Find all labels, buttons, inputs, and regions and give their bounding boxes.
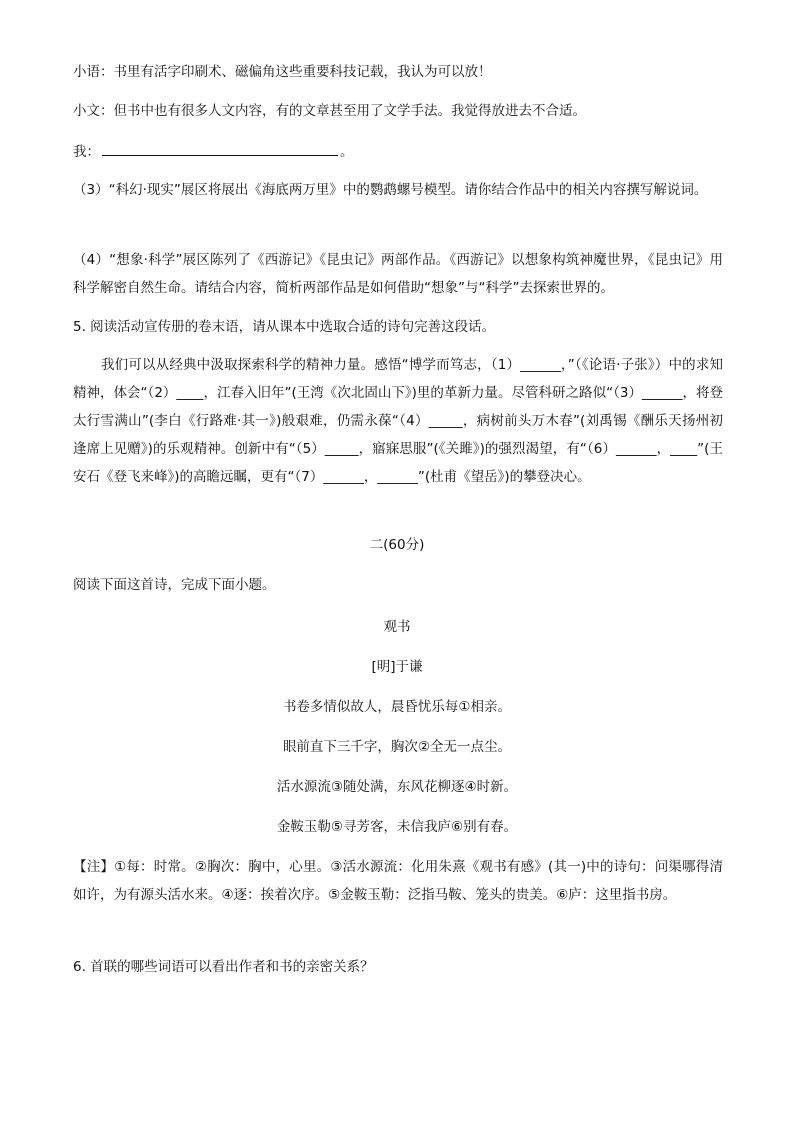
dialogue-xiaoyu: 小语：书里有活字印刷术、磁偏角这些重要科技记载，我认为可以放！ [73,64,492,80]
dialogue-me-prefix: 我： [73,144,100,160]
question-5-title: 5. 阅读活动宣传册的卷末语，请从课本中选取合适的诗句完善这段话。 [73,319,496,335]
reading-intro: 阅读下面这首诗，完成下面小题。 [73,577,276,593]
dialogue-xiaowen: 小文：但书中也有很多人文内容，有的文章甚至用了文学手法。我觉得放进去不合适。 [73,103,586,119]
poem-line: 书卷多情似故人，晨昏忧乐每①相亲。 [282,699,512,715]
question-3: （3）“科幻·现实”展区将展出《海底两万里》中的鹦鹉螺号模型。请你结合作品中的相关内容撰写解说词。 [73,182,708,198]
question-6: 6. 首联的哪些词语可以看出作者和书的亲密关系？ [73,959,374,975]
section-title: 二(60分) [369,537,425,553]
poem-notes: 【注】①每：时常。②胸次：胸中，心里。③活水源流：化用朱熹《观书有感》(其一)中的诗句：问渠哪得清如许，为有源头活水来。④逐：挨着次序。⑤金鞍玉勒：泛指马鞍、笼头的贵美。⑥庐：这里指书房。 [73,859,723,903]
answer-blank [102,141,338,156]
poem-line: 金鞍玉勒⑤寻芳客，未信我庐⑥别有春。 [276,819,518,835]
poem-line: 眼前直下三千字，胸次②全无一点尘。 [282,739,512,755]
dialogue-me-suffix: 。 [340,144,354,160]
dialogue-me [73,141,723,162]
poem-author: [明]于谦 [371,659,423,675]
poem-line: 活水源流③随处满，东风花柳逐④时新。 [276,779,518,795]
poem-title: 观书 [383,619,411,635]
question-4: （4）“想象·科学”展区陈列了《西游记》《昆虫记》两部作品。《西游记》以想象构筑神魔世界，《昆虫记》用科学解密自然生命。请结合内容，简析两部作品是如何借助“想象”与“科学”去探索世界的。 [73,252,723,296]
question-5-passage: 我们可以从经典中汲取探索科学的精神力量。感悟“博学而笃志，（1）______，”（《论语·子张》）中的求知精神，体会“（2）____，江春入旧年”(王湾《次北固山下》)里的革新力量。尽管科研之路似“（3）______，将登太行雪满山”(李白《行路难·其一》)般艰难，仍需永葆“（4）_____，病树前头万木春”(刘禹锡《酬乐天扬州初逢席上见赠》)的乐观精神。创新中有“（5）_____，寤寐思服”(《关雎》)的强烈渴望，有“（6）______，____”(王安石《登飞来峰》)的高瞻远瞩，更有“（7）______，______”(杜甫《望岳》)的攀登决心。 [73,357,723,485]
